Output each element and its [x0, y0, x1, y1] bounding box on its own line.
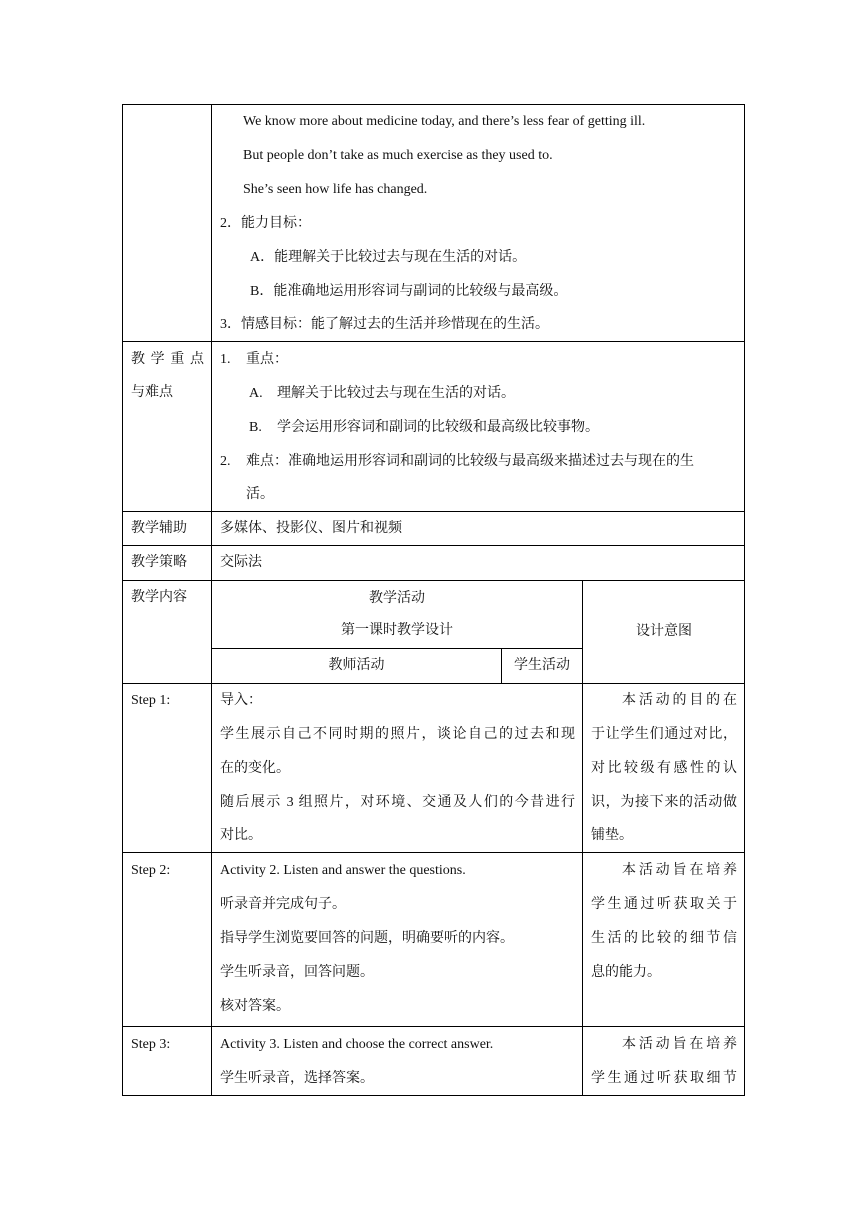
step-line: Activity 3. Listen and choose the correct answer. [220, 1037, 494, 1052]
step-label: Step 3: [131, 1037, 171, 1052]
step-line: 学生听录音，选择答案。 [220, 1071, 374, 1086]
lesson-design-header: 第一课时教学设计 [341, 623, 453, 638]
objective-line: She’s seen how life has changed. [243, 182, 428, 197]
difficult-point-cont: 活。 [246, 487, 274, 502]
step-line: 随后展示 3 组照片，对环境、交通及人们的今昔进行 [220, 795, 575, 810]
step-intent: 学生通过听获取关于 [591, 897, 737, 912]
key-num-2: 2. [220, 454, 231, 469]
row-divider [122, 852, 745, 853]
step-intent: 识，为接下来的活动做 [591, 795, 737, 810]
key-item-a-mark: A. [249, 386, 263, 401]
row-divider [122, 341, 745, 342]
key-heading: 重点： [246, 352, 288, 367]
activity-header: 教学活动 [369, 591, 425, 606]
row-divider [122, 511, 745, 512]
step-label: Step 2: [131, 863, 171, 878]
difficult-point: 难点：准确地运用形容词和副词的比较级与最高级来描述过去与现在的生 [246, 454, 694, 469]
row-divider [122, 545, 745, 546]
ability-item-b: B．能准确地运用形容词与副词的比较级与最高级。 [250, 284, 568, 299]
emotion-objective: 3．情感目标：能了解过去的生活并珍惜现在的生活。 [220, 317, 549, 332]
row-divider [122, 683, 745, 684]
step-intent: 生活的比较的细节信 [591, 931, 737, 946]
step-intent: 学生通过听获取细节 [591, 1071, 737, 1086]
key-points-label-2: 与难点 [131, 385, 173, 400]
step-intent: 本活动的目的在 [622, 693, 737, 708]
key-num-1: 1. [220, 352, 231, 367]
step-line: 听录音并完成句子。 [220, 897, 346, 912]
key-item-a: 理解关于比较过去与现在生活的对话。 [277, 386, 515, 401]
teacher-activity-header: 教师活动 [328, 658, 385, 673]
col-divider [582, 580, 583, 1096]
step-intent: 铺垫。 [591, 828, 633, 843]
row-divider [122, 1026, 745, 1027]
objective-line: We know more about medicine today, and there’s less fear of getting ill. [243, 114, 646, 129]
strategy-label: 教学策略 [131, 555, 187, 570]
aids-label: 教学辅助 [131, 521, 187, 536]
key-item-b-mark: B. [249, 420, 262, 435]
key-item-b: 学会运用形容词和副词的比较级和最高级比较事物。 [277, 420, 599, 435]
ability-heading: 2．能力目标： [220, 216, 311, 231]
aids-value: 多媒体、投影仪、图片和视频 [220, 521, 402, 536]
step-line: 在的变化。 [220, 761, 290, 776]
key-points-label: 教 学 重 点 [131, 352, 204, 367]
ability-item-a: A．能理解关于比较过去与现在生活的对话。 [250, 250, 527, 265]
step-line: 对比。 [220, 828, 262, 843]
step-line: 核对答案。 [220, 999, 290, 1014]
strategy-value: 交际法 [220, 555, 262, 570]
step-intent: 本活动旨在培养 [622, 863, 737, 878]
step-line: 学生听录音，回答问题。 [220, 965, 374, 980]
row-divider [122, 580, 745, 581]
intent-header: 设计意图 [636, 624, 692, 639]
step-line: 指导学生浏览要回答的问题，明确要听的内容。 [220, 931, 514, 946]
step-intent: 息的能力。 [591, 965, 661, 980]
student-activity-header: 学生活动 [514, 658, 570, 673]
step-line: Activity 2. Listen and answer the questions. [220, 863, 466, 878]
step-intent: 本活动旨在培养 [622, 1037, 737, 1052]
step-intent: 对比较级有感性的认 [591, 761, 737, 776]
content-label: 教学内容 [131, 590, 187, 605]
objective-line: But people don’t take as much exercise as they used to. [243, 148, 553, 163]
row-divider [212, 648, 582, 649]
step-intent: 于让学生们通过对比， [591, 727, 737, 742]
step-line: 学生展示自己不同时期的照片，谈论自己的过去和现 [220, 727, 575, 742]
step-label: Step 1: [131, 693, 171, 708]
step-line: 导入： [220, 693, 262, 708]
